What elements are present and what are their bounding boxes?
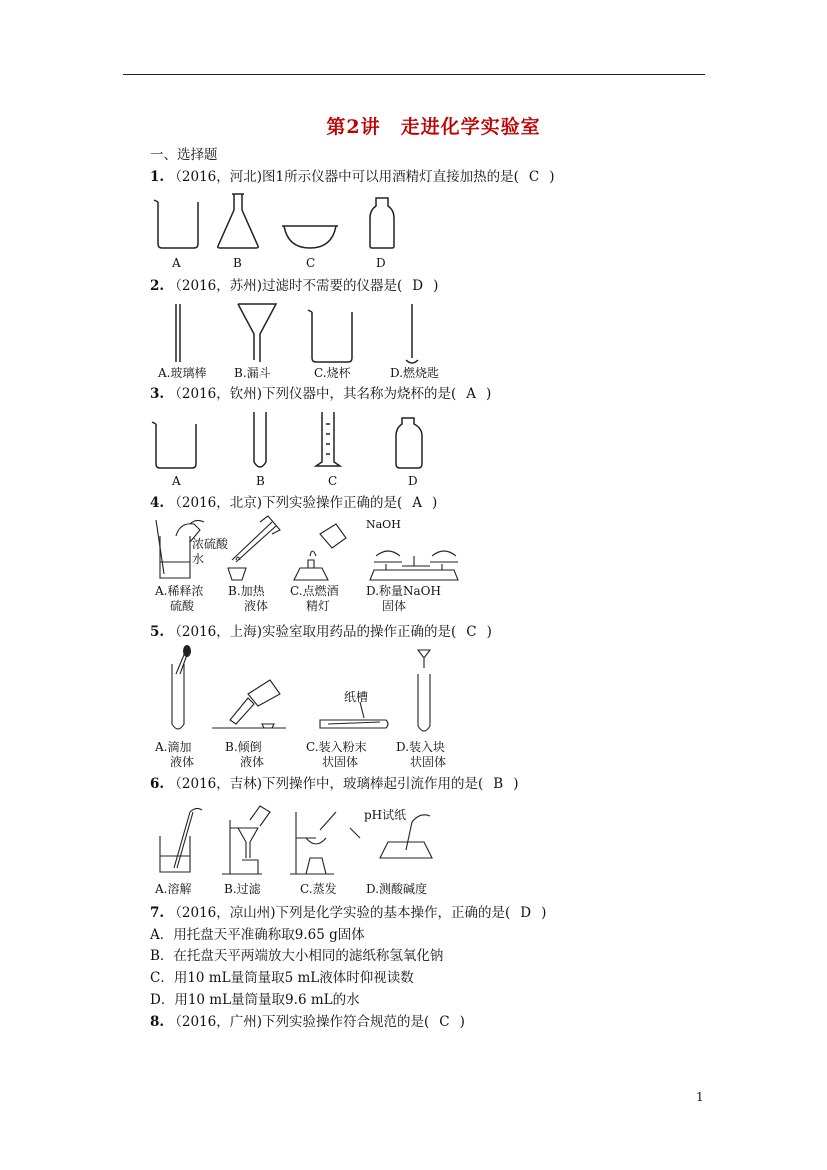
q5-label-d2: 状固体 [410,755,447,769]
graduated-cylinder-icon [316,412,340,466]
figure-q3 [150,410,440,470]
reagent-bottle-icon [396,418,422,468]
q4-label-b1: B.加热 [228,584,265,598]
q5-label-c2: 状固体 [322,755,359,769]
funnel-icon [238,304,276,362]
q3-label-a: A [172,474,181,488]
q7-option-c: C．用10 mL量筒量取5 mL液体时仰视读数 [150,970,414,986]
filter-figure [222,806,270,874]
q5-fig-paper: 纸槽 [344,690,369,704]
question-2: 2. （2016，苏州)过滤时不需要的仪器是( D ) [150,278,439,294]
q5-label-b2: 液体 [240,755,265,769]
question-6: 6. （2016，吉林)下列操作中，玻璃棒起引流作用的是( B ) [150,776,519,792]
q3-label-c: C [328,474,338,488]
q6-label-a: A.溶解 [155,882,192,896]
q3-label-d: D [408,474,418,488]
answer-8: C [439,1014,450,1030]
beaker-icon [308,310,352,362]
beaker-icon [154,200,198,248]
weigh-naoh-figure [370,551,458,580]
q5-label-d1: D.装入块 [396,740,446,754]
q1-label-b: B [233,256,242,270]
conical-flask-icon [218,194,259,248]
heat-liquid-figure [228,516,280,580]
combustion-spoon-icon [406,304,418,363]
reagent-bottle-icon [370,198,394,248]
glass-rod-icon [176,304,180,362]
q6-label-b: B.过滤 [224,882,261,896]
q3-label-b: B [256,474,265,488]
header-rule [123,74,705,75]
q4-fig-acid: 浓硫酸 [192,537,229,551]
page-number: 1 [696,1090,704,1104]
evaporating-dish-icon [282,226,338,248]
question-1: 1. （2016，河北)图1所示仪器中可以用酒精灯直接加热的是( C ) [150,169,555,185]
answer-4: A [412,495,423,511]
q5-label-b1: B.倾倒 [225,740,262,754]
q4-label-a2: 硫酸 [170,599,195,613]
question-7: 7. （2016，凉山州)下列是化学实验的基本操作，正确的是( D ) [150,905,547,921]
q2-label-c: C.烧杯 [314,366,351,380]
pour-liquid-figure [212,680,286,728]
answer-3: A [466,386,477,402]
q4-label-c2: 精灯 [306,599,331,613]
figure-q1 [150,192,410,252]
answer-5: C [466,624,477,640]
answer-7: D [520,905,532,921]
q4-label-d2: 固体 [382,599,407,613]
q2-label-d: D.燃烧匙 [390,366,440,380]
light-lamp-figure [294,524,346,580]
evaporate-figure [290,812,336,874]
section-heading: 一、选择题 [150,147,218,163]
q4-fig-water: 水 [192,552,205,566]
figure-q5 [150,644,450,736]
q1-label-d: D [376,256,386,270]
q6-label-d: D.测酸碱度 [366,882,428,896]
answer-1: C [528,169,540,185]
beaker-icon [152,422,196,468]
figure-q2 [150,300,430,364]
q2-label-b: B.漏斗 [234,366,271,380]
q2-label-a: A.玻璃棒 [158,366,207,380]
q7-option-a: A．用托盘天平准确称取9.65 g固体 [150,927,365,943]
q5-label-a1: A.滴加 [155,740,192,754]
q5-label-c1: C.装入粉末 [306,740,367,754]
question-5: 5. （2016，上海)实验室取用药品的操作正确的是( C ) [150,624,492,640]
q4-label-b2: 液体 [244,599,269,613]
dissolve-figure [160,808,202,872]
q4-label-d1: D.称量NaOH [366,584,441,598]
q1-label-c: C [306,256,316,270]
q4-label-a1: A.稀释浓 [155,584,204,598]
answer-2: D [412,278,424,294]
test-tube-icon [254,412,266,467]
q6-fig-ph: pH试纸 [364,808,407,822]
q5-label-a2: 液体 [170,755,195,769]
page-title: 第2讲 走进化学实验室 [326,116,541,138]
question-4: 4. （2016，北京)下列实验操作正确的是( A ) [150,495,438,511]
drip-liquid-figure [172,645,191,729]
load-powder-figure [320,702,388,728]
q4-label-c1: C.点燃酒 [290,584,339,598]
q1-label-a: A [172,256,181,270]
q7-option-b: B．在托盘天平两端放大小相同的滤纸称氢氧化钠 [150,948,444,964]
question-3: 3. （2016，钦州)下列仪器中，其名称为烧杯的是( A ) [150,386,492,402]
q6-label-c: C.蒸发 [300,882,337,896]
load-solid-figure [418,650,430,731]
answer-6: B [493,776,504,792]
q7-option-d: D．用10 mL量筒量取9.6 mL的水 [150,992,360,1008]
q4-fig-naoh: NaOH [366,518,401,531]
question-8: 8. （2016，广州)下列实验操作符合规范的是( C ) [150,1014,465,1030]
